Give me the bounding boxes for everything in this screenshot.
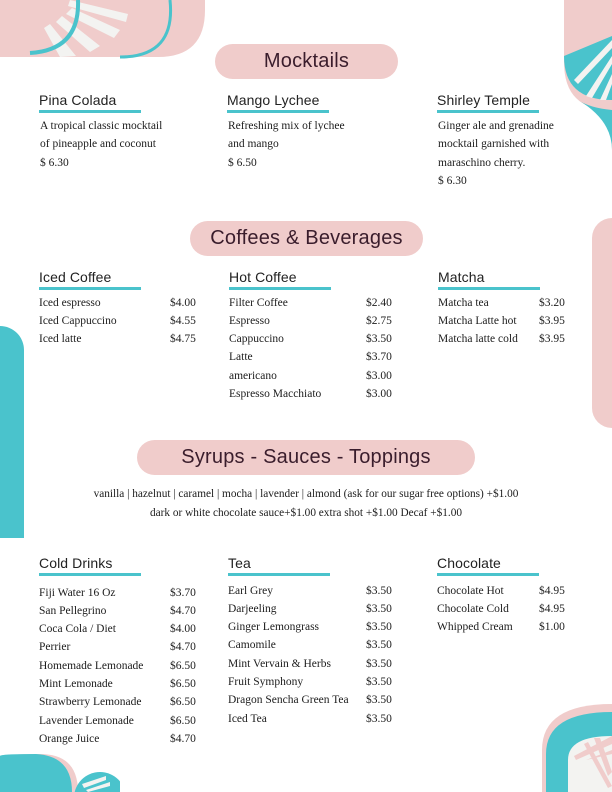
menu-row: [438, 312, 588, 330]
item-price: $3.20: [539, 296, 565, 309]
menu-row: [39, 712, 209, 730]
item-name: Latte: [229, 351, 253, 364]
item-name: Matcha tea: [438, 296, 489, 309]
item-name: Whipped Cream: [437, 621, 513, 634]
section-title: Syrups - Sauces - Toppings: [181, 446, 431, 468]
item-name: Mango Lychee: [227, 92, 320, 108]
menu-row: [39, 657, 209, 675]
section-title: Coffees & Beverages: [210, 227, 403, 249]
menu-row: [39, 294, 209, 312]
item-price: $3.95: [539, 333, 565, 346]
column-title: Matcha: [438, 269, 485, 285]
item-price: $3.50: [366, 694, 392, 707]
item-name: Chocolate Cold: [437, 602, 509, 615]
item-price: $1.00: [539, 621, 565, 634]
menu-row: [39, 312, 209, 330]
mocktail-item: [437, 91, 597, 191]
item-name: Camomile: [228, 639, 276, 652]
item-name: Iced Cappuccino: [39, 314, 117, 327]
item-price: $ 6.30: [438, 175, 467, 187]
item-name: americano: [229, 369, 277, 382]
section-header-coffees: [190, 221, 423, 256]
menu-row: [228, 691, 408, 709]
addons-line: vanilla | hazelnut | caramel | mocha | lavender | almond (ask for our sugar free options) +$1.00: [93, 488, 519, 500]
column-title: Cold Drinks: [39, 555, 113, 571]
menu-row: [229, 348, 409, 366]
item-price: $2.75: [366, 314, 392, 327]
item-description: Ginger ale and grenadine: [438, 119, 554, 132]
underline-divider: [228, 573, 330, 576]
decor-bottom-left-sunburst-icon: [0, 750, 120, 792]
menu-column-matcha: [438, 268, 588, 348]
item-price: $ 6.30: [40, 156, 69, 169]
item-price: $3.00: [366, 387, 392, 400]
item-price: $ 6.50: [228, 156, 257, 169]
item-price: $4.00: [170, 296, 196, 309]
item-name: Iced latte: [39, 333, 82, 346]
menu-row: [438, 330, 588, 348]
underline-divider: [227, 110, 329, 113]
item-price: $4.70: [170, 732, 196, 745]
mocktail-item: [227, 91, 387, 172]
menu-row: [39, 675, 209, 693]
item-name: Strawberry Lemonade: [39, 696, 142, 709]
item-price: $4.55: [170, 314, 196, 327]
item-price: $3.50: [366, 675, 392, 688]
menu-row: [229, 367, 409, 385]
addons-line: dark or white chocolate sauce+$1.00 extra shot +$1.00 Decaf +$1.00: [149, 506, 463, 519]
item-price: $3.70: [366, 351, 392, 364]
menu-row: [229, 294, 409, 312]
menu-row: [228, 636, 408, 654]
menu-row: [228, 600, 408, 618]
item-name: Darjeeling: [228, 602, 277, 615]
item-description: mocktail garnished with: [438, 138, 550, 150]
item-name: Matcha latte cold: [438, 333, 518, 346]
menu-column-chocolate: [437, 554, 587, 636]
item-description: maraschino cherry.: [438, 156, 526, 169]
item-name: Fruit Symphony: [228, 675, 304, 688]
menu-row: [228, 655, 408, 673]
menu-column-tea: [228, 554, 408, 728]
item-name: San Pellegrino: [39, 604, 107, 617]
item-name: Iced Tea: [228, 712, 267, 725]
underline-divider: [39, 287, 141, 290]
item-description: Refreshing mix of lychee: [228, 119, 345, 132]
menu-row: [229, 330, 409, 348]
item-name: Cappuccino: [229, 333, 284, 346]
item-price: $3.50: [366, 712, 392, 725]
item-name: Perrier: [39, 641, 71, 654]
item-price: $6.50: [170, 677, 196, 690]
item-price: $2.40: [366, 296, 392, 309]
column-title: Hot Coffee: [229, 269, 297, 285]
item-name: Fiji Water 16 Oz: [39, 586, 116, 599]
item-price: $3.50: [366, 657, 392, 670]
item-name: Espresso Macchiato: [229, 387, 322, 400]
menu-column-iced-coffee: [39, 268, 209, 348]
item-name: Mint Lemonade: [39, 677, 113, 690]
menu-row: [229, 312, 409, 330]
menu-row: [39, 330, 209, 348]
menu-row: [438, 294, 588, 312]
section-header-mocktails: [215, 44, 398, 79]
item-price: $3.50: [366, 639, 392, 652]
item-price: $4.70: [170, 604, 196, 617]
menu-row: [228, 618, 408, 636]
menu-row: [229, 385, 409, 403]
item-name: Pina Colada: [39, 92, 117, 108]
menu-row: [437, 618, 587, 636]
item-price: $4.95: [539, 602, 565, 615]
decor-bottom-right-arch-icon: [540, 700, 612, 792]
mocktail-item: [39, 91, 199, 172]
item-price: $4.75: [170, 333, 196, 346]
item-name: Matcha Latte hot: [438, 314, 517, 327]
decor-top-left-sunburst-icon: [0, 0, 212, 60]
menu-row: [39, 638, 209, 656]
underline-divider: [438, 287, 540, 290]
column-title: Iced Coffee: [39, 269, 112, 285]
item-name: Dragon Sencha Green Tea: [228, 694, 349, 707]
underline-divider: [437, 110, 539, 113]
item-description: A tropical classic mocktail: [40, 119, 163, 132]
underline-divider: [437, 573, 539, 576]
addons-text: [0, 485, 612, 522]
column-title: Chocolate: [437, 555, 501, 571]
section-title: Mocktails: [263, 50, 350, 72]
item-name: Earl Grey: [228, 584, 274, 597]
item-price: $6.50: [170, 714, 196, 727]
item-name: Shirley Temple: [437, 92, 530, 108]
item-price: $3.70: [170, 586, 196, 599]
menu-row: [437, 600, 587, 618]
item-name: Ginger Lemongrass: [228, 621, 320, 634]
item-name: Iced espresso: [39, 296, 101, 309]
menu-column-hot-coffee: [229, 268, 409, 403]
item-price: $6.50: [170, 696, 196, 709]
item-description: and mango: [228, 138, 279, 150]
decor-right-pink-bar: [592, 218, 612, 428]
item-name: Filter Coffee: [229, 296, 288, 309]
item-name: Coca Cola / Diet: [39, 623, 116, 636]
item-name: Chocolate Hot: [437, 584, 504, 597]
item-price: $4.70: [170, 641, 196, 654]
item-price: $3.95: [539, 314, 565, 327]
item-price: $3.50: [366, 621, 392, 634]
item-price: $4.00: [170, 623, 196, 636]
menu-row: [39, 730, 209, 748]
item-price: $6.50: [170, 659, 196, 672]
item-price: $3.50: [366, 584, 392, 597]
menu-row: [39, 602, 209, 620]
item-description: of pineapple and coconut: [40, 138, 156, 150]
column-title: Tea: [228, 555, 251, 571]
menu-row: [39, 584, 209, 602]
menu-row: [228, 673, 408, 691]
item-price: $4.95: [539, 584, 565, 597]
item-price: $3.50: [366, 602, 392, 615]
underline-divider: [39, 110, 141, 113]
menu-row: [437, 582, 587, 600]
underline-divider: [39, 573, 141, 576]
menu-row: [39, 620, 209, 638]
menu-row: [39, 693, 209, 711]
menu-column-cold-drinks: [39, 554, 209, 748]
menu-row: [228, 582, 408, 600]
item-name: Mint Vervain & Herbs: [228, 657, 331, 670]
item-price: $3.00: [366, 369, 392, 382]
item-name: Espresso: [229, 314, 270, 327]
underline-divider: [229, 287, 331, 290]
item-name: Lavender Lemonade: [39, 714, 134, 727]
menu-row: [228, 710, 408, 728]
section-header-syrups: [137, 440, 475, 475]
item-price: $3.50: [366, 333, 392, 346]
item-name: Homemade Lemonade: [39, 659, 144, 672]
item-name: Orange Juice: [39, 732, 100, 745]
